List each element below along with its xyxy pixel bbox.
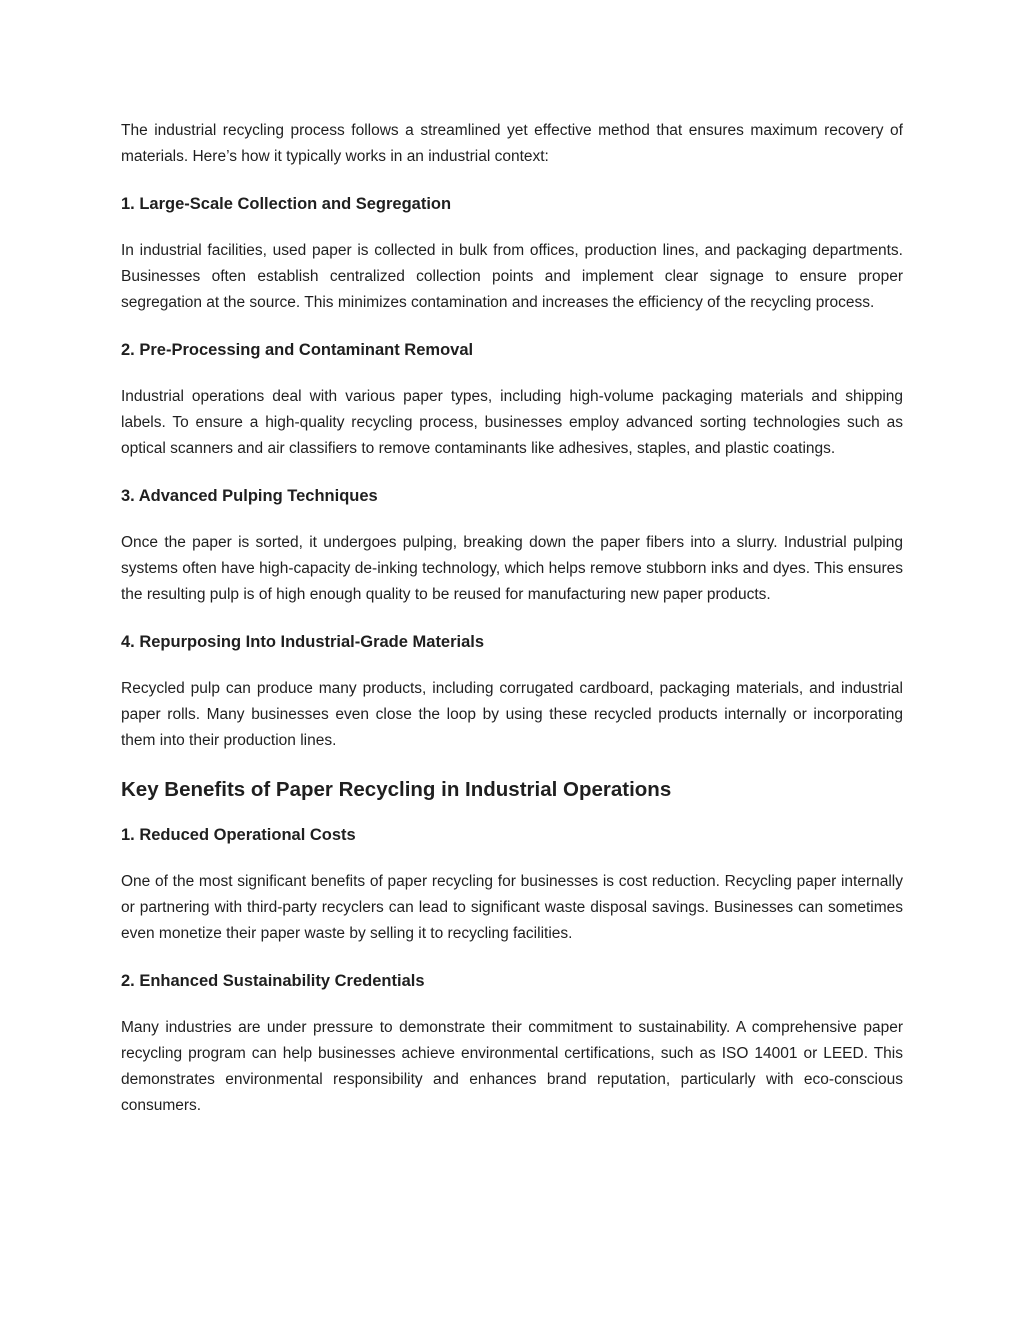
benefit-1-heading: 1. Reduced Operational Costs	[121, 826, 356, 844]
step-2-heading: 2. Pre-Processing and Contaminant Removal	[121, 341, 474, 359]
intro-paragraph: The industrial recycling process follows a streamlined yet effective method that ensures maximum recovery of materials. Here’s how it typically works in an industrial context:	[121, 122, 903, 165]
step-4-heading: 4. Repurposing Into Industrial-Grade Materials	[121, 633, 485, 651]
document-page	[121, 118, 903, 1119]
step-2-paragraph: Industrial operations deal with various paper types, including high-volume packaging materials and shipping labels. To ensure a high-quality recycling process, businesses employ advanced sorting technologies such as optical scanners and air classifiers to remove contaminants like adhesives, staples, and plastic coatings.	[121, 388, 903, 457]
benefit-2-heading: 2. Enhanced Sustainability Credentials	[121, 972, 425, 990]
step-3-paragraph: Once the paper is sorted, it undergoes pulping, breaking down the paper fibers into a slurry. Industrial pulping systems often have high-capacity de-inking technology, which helps remove stubborn inks and dyes. This ensures the resulting pulp is of high enough quality to be reused for manufacturing new paper products.	[121, 534, 903, 603]
benefits-section-title: Key Benefits of Paper Recycling in Industrial Operations	[121, 778, 672, 801]
step-1-paragraph: In industrial facilities, used paper is collected in bulk from offices, production lines, and packaging departments. Businesses often establish centralized collection points and implement clear signage to ensure proper segregation at the source. This minimizes contamination and increases the efficiency of the recycling process.	[121, 242, 903, 311]
step-1-heading: 1. Large-Scale Collection and Segregation	[121, 195, 452, 213]
step-4-paragraph: Recycled pulp can produce many products, including corrugated cardboard, packaging materials, and industrial paper rolls. Many businesses even close the loop by using these recycled products internally or incorporating them into their production lines.	[121, 680, 903, 749]
step-3-heading: 3. Advanced Pulping Techniques	[121, 487, 378, 505]
benefit-2-paragraph: Many industries are under pressure to demonstrate their commitment to sustainability. A comprehensive paper recycling program can help businesses achieve environmental certifications, such as ISO 14001 or LEED. This demonstrates environmental responsibility and enhances brand reputation, particularly with eco-conscious consumers.	[121, 1019, 903, 1114]
benefit-1-paragraph: One of the most significant benefits of paper recycling for businesses is cost reduction. Recycling paper internally or partnering with third-party recyclers can lead to significant waste disposal savings. Businesses can sometimes even monetize their paper waste by selling it to recycling facilities.	[121, 873, 903, 942]
